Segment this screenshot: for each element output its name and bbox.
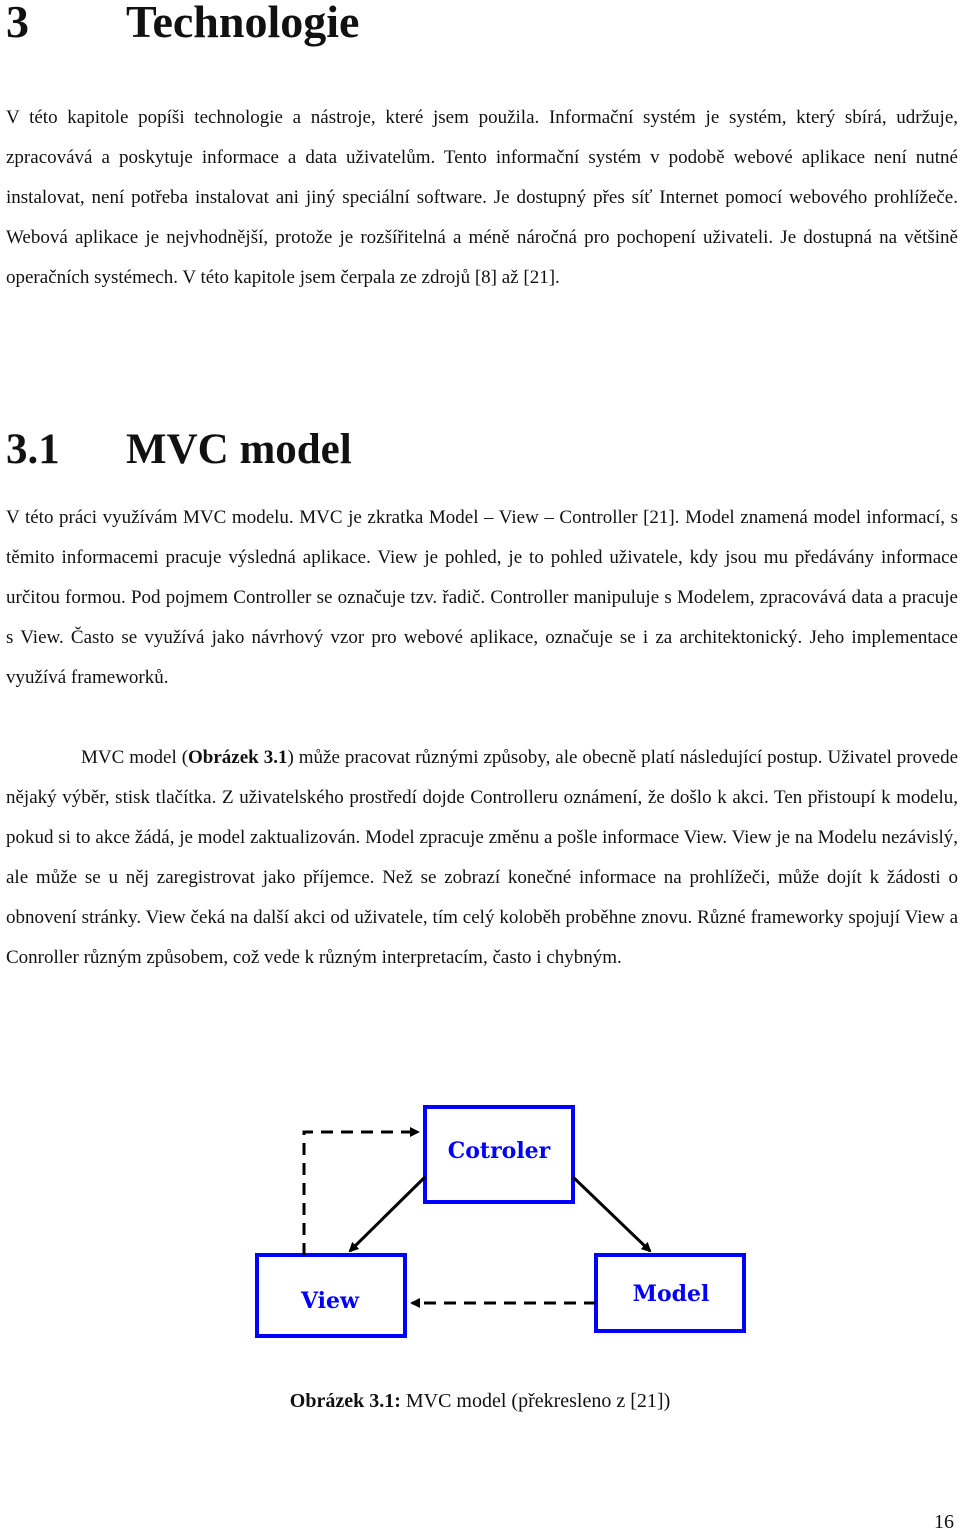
figure-caption	[0, 1387, 960, 1415]
controller-label: Cotroler	[447, 1138, 551, 1164]
section-heading	[6, 422, 352, 478]
arrow-controller-to-model	[573, 1177, 650, 1251]
arrow-view-to-controller	[304, 1132, 418, 1255]
intro-paragraph: V této kapitole popíši technologie a nástroje, které jsem použila. Informační systém je systém, který sbírá, udržuje, zpracovává a poskytuje informace a data uživatelům. Tento informační systém v podobě webové aplikace není nutné instalovat, není potřeba instalovat ani jiný speciální software. Je dostupný přes síť Internet pomocí webového prohlížeče. Webová aplikace je nejvhodnější, protože je rozšířitelná a méně náročná pro pochopení uživateli. Je dostupná na většině operačních systémech. V této kapitole jsem čerpala ze zdrojů [8] až [21].	[6, 107, 958, 288]
paragraph-text-after-ref: ) může pracovat různými způsoby, ale obecně platí následující postup. Uživatel provede nějaký výběr, stisk tlačítka. Z uživatelského prostředí dojde Controlleru oznámení, že došlo k akci. Ten přistoupí k modelu, pokud si to akce žádá, je model zaktualizován. Model zpracuje změnu a pošle informace View. View je na Modelu nezávislý, ale může se u něj zaregistrovat jako příjemce. Než se zobrazí konečné informace na prohlížeči, může dojít k žádosti o obnovení stránky. View čeká na další akci od uživatele, tím celý koloběh proběhne znovu. Různé frameworky spojují View a Conroller různým způsobem, což vede k různým interpretacím, často i chybným.	[6, 747, 958, 968]
figure-reference: Obrázek 3.1	[188, 747, 288, 768]
page-number: 16	[934, 1511, 954, 1533]
chapter-number: 3	[6, 0, 29, 47]
mvc-process-paragraph	[6, 738, 958, 978]
caption-label: Obrázek 3.1:	[289, 1390, 401, 1412]
view-label: View	[301, 1288, 359, 1314]
mvc-diagram	[230, 1095, 770, 1350]
section-title: MVC model	[126, 426, 352, 473]
model-label: Model	[632, 1281, 710, 1307]
mvc-description-paragraph: V této práci využívám MVC modelu. MVC je zkratka Model – View – Controller [21]. Model znamená model informací, s těmito informacemi pracuje výsledná aplikace. View je pohled, je to pohled uživatele, kdy jsou mu předávány informace určitou formou. Pod pojmem Controller se označuje tzv. řadič. Controller manipuluje s Modelem, zpracovává data a pracuje s View. Často se využívá jako návrhový vzor pro webové aplikace, označuje se i za architektonický. Jeho implementace využívá frameworků.	[6, 507, 958, 688]
chapter-title: Technologie	[126, 0, 360, 47]
paragraph-text-before-ref: MVC model (	[81, 747, 189, 768]
arrow-controller-to-view	[350, 1177, 425, 1251]
caption-text: MVC model (překresleno z [21])	[400, 1390, 671, 1412]
chapter-heading	[6, 0, 359, 50]
section-number: 3.1	[6, 426, 60, 473]
